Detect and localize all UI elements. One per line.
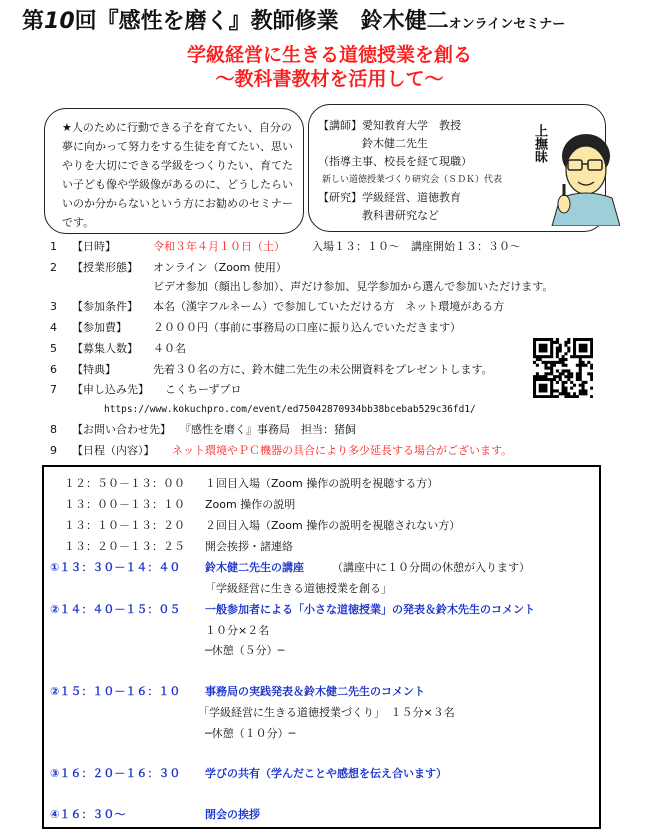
schedule-text: 鈴木健二先生の講座 bbox=[205, 561, 304, 574]
subtitle-1: 学級経営に生きる道徳授業を創る bbox=[186, 44, 472, 66]
page-title bbox=[22, 4, 565, 35]
schedule-time: １２：５０－１３：００ bbox=[64, 477, 185, 490]
detail-6-value: 先着３０名の方に、鈴木健二先生の未公開資料をプレゼントします。 bbox=[153, 363, 493, 376]
detail-3-value: 本名（漢字フルネーム）で参加していただける方 ネット環境がある方 bbox=[153, 300, 505, 313]
detail-2-label: 【授業形態】 bbox=[72, 261, 138, 274]
detail-7-label: 【申し込み先】 bbox=[72, 383, 149, 396]
detail-2-extra: ビデオ参加（顔出し参加）、声だけ参加、見学参加から選んで参加いただけます。 bbox=[153, 280, 554, 293]
schedule-sub: ─休憩（５分）─ bbox=[205, 644, 285, 657]
schedule-text: 一般参加者による「小さな道徳授業」の発表＆鈴木先生のコメント bbox=[205, 603, 535, 616]
detail-7-num: 7 bbox=[50, 383, 57, 396]
lecturer-portrait bbox=[538, 118, 620, 226]
detail-1-label: 【日時】 bbox=[72, 240, 116, 253]
schedule-time: １３：２０－１３：２５ bbox=[64, 540, 185, 553]
schedule-time: ①１３：３０－１４：４０ bbox=[50, 561, 181, 574]
detail-2-value: オンライン（Zoom 使用） bbox=[153, 261, 287, 274]
schedule-sub: ─休憩（１０分）─ bbox=[205, 727, 296, 740]
schedule-text: １回目入場（Zoom 操作の説明を視聴する方） bbox=[205, 477, 439, 490]
detail-9-num: 9 bbox=[50, 444, 57, 457]
schedule-time: ②１４：４０－１５：０５ bbox=[50, 603, 181, 616]
detail-7-value: こくちーずプロ bbox=[165, 383, 242, 396]
research-1: 学級経営、道徳教育 bbox=[362, 191, 461, 204]
detail-2-num: 2 bbox=[50, 261, 57, 274]
lecturer-org: 新しい道徳授業づくり研究会（ＳＤＫ）代表 bbox=[322, 175, 503, 185]
schedule-note: （講座中に１０分間の休憩が入ります） bbox=[332, 561, 530, 574]
detail-1-num: 1 bbox=[50, 240, 57, 253]
detail-6-label: 【特典】 bbox=[72, 363, 116, 376]
detail-1-value: 入場１３：１０～ 講座開始１３：３０～ bbox=[312, 240, 521, 253]
lecturer-label: 【講師】 bbox=[318, 119, 362, 132]
title-prefix: 第 bbox=[22, 9, 45, 34]
title-number: 10 bbox=[44, 9, 75, 34]
schedule-text: Zoom 操作の説明 bbox=[205, 498, 296, 511]
schedule-sub: １０分×２名 bbox=[205, 624, 270, 637]
detail-5-num: 5 bbox=[50, 342, 57, 355]
lecturer-signature: 上撫昧 bbox=[532, 124, 547, 163]
schedule-time: １３：００－１３：１０ bbox=[64, 498, 185, 511]
intro-text: ★人のために行動できる子を育てたい、自分の夢に向かって努力をする生徒を育てたい、思いやりを大切にできる学級をつくりたい、育てたい子ども像や学級像があるのに、どうしたらいいのか分からないという方にお勧めのセミナーです。 bbox=[62, 121, 293, 229]
title-suffix: オンラインセミナー bbox=[448, 17, 566, 32]
detail-9-value: ネット環境やＰＣ機器の具合により多少延長する場合がございます。 bbox=[172, 444, 513, 457]
schedule-time: ③１６：２０－１６：３０ bbox=[50, 767, 181, 780]
detail-8-num: 8 bbox=[50, 423, 57, 436]
lecturer-career: （指導主事、校長を経て現職） bbox=[318, 155, 472, 168]
detail-5-label: 【募集人数】 bbox=[72, 342, 138, 355]
subtitle-2: ～教科書教材を活用して～ bbox=[215, 68, 444, 90]
schedule-text: 閉会の挨拶 bbox=[205, 808, 260, 821]
title-main: 回『感性を磨く』教師修業 鈴木健二 bbox=[74, 9, 449, 34]
qr-code-icon[interactable] bbox=[533, 338, 593, 398]
lecturer-affiliation: 愛知教育大学 教授 bbox=[362, 119, 461, 132]
schedule-text: 学びの共有（学んだことや感想を伝え合います） bbox=[205, 767, 447, 780]
research-label: 【研究】 bbox=[318, 191, 362, 204]
detail-8-label: 【お問い合わせ先】 bbox=[72, 423, 171, 436]
detail-3-num: 3 bbox=[50, 300, 57, 313]
schedule-text: 開会挨拶・諸連絡 bbox=[205, 540, 293, 553]
schedule-sub: 「学級経営に生きる道徳授業を創る」 bbox=[205, 582, 392, 595]
detail-3-label: 【参加条件】 bbox=[72, 300, 138, 313]
detail-1-date: 令和３年４月１０日（土） bbox=[153, 240, 285, 253]
schedule-time: １３：１０－１３：２０ bbox=[64, 519, 185, 532]
detail-4-label: 【参加費】 bbox=[72, 321, 127, 334]
detail-4-num: 4 bbox=[50, 321, 57, 334]
registration-link[interactable]: https://www.kokuchpro.com/event/ed75042870934bb38bcebab529c36fd1/ bbox=[104, 404, 476, 415]
schedule-text: 事務局の実践発表＆鈴木健二先生のコメント bbox=[205, 685, 425, 698]
schedule-time: ④１６：３０～ bbox=[50, 808, 126, 821]
detail-5-value: ４０名 bbox=[153, 342, 186, 355]
research-2: 教科書研究など bbox=[362, 209, 439, 222]
detail-9-label: 【日程（内容）】 bbox=[72, 444, 155, 457]
detail-6-num: 6 bbox=[50, 363, 57, 376]
schedule-sub: 「学級経営に生きる道徳授業づくり」 １５分×３名 bbox=[198, 706, 455, 719]
detail-4-value: ２０００円（事前に事務局の口座に振り込んでいただきます） bbox=[153, 321, 461, 334]
detail-8-value: 『感性を磨く』事務局 担当：猪飼 bbox=[180, 423, 356, 436]
lecturer-name: 鈴木健二先生 bbox=[362, 137, 428, 150]
schedule-time: ②１５：１０－１６：１０ bbox=[50, 685, 181, 698]
schedule-text: ２回目入場（Zoom 操作の説明を視聴されない方） bbox=[205, 519, 461, 532]
